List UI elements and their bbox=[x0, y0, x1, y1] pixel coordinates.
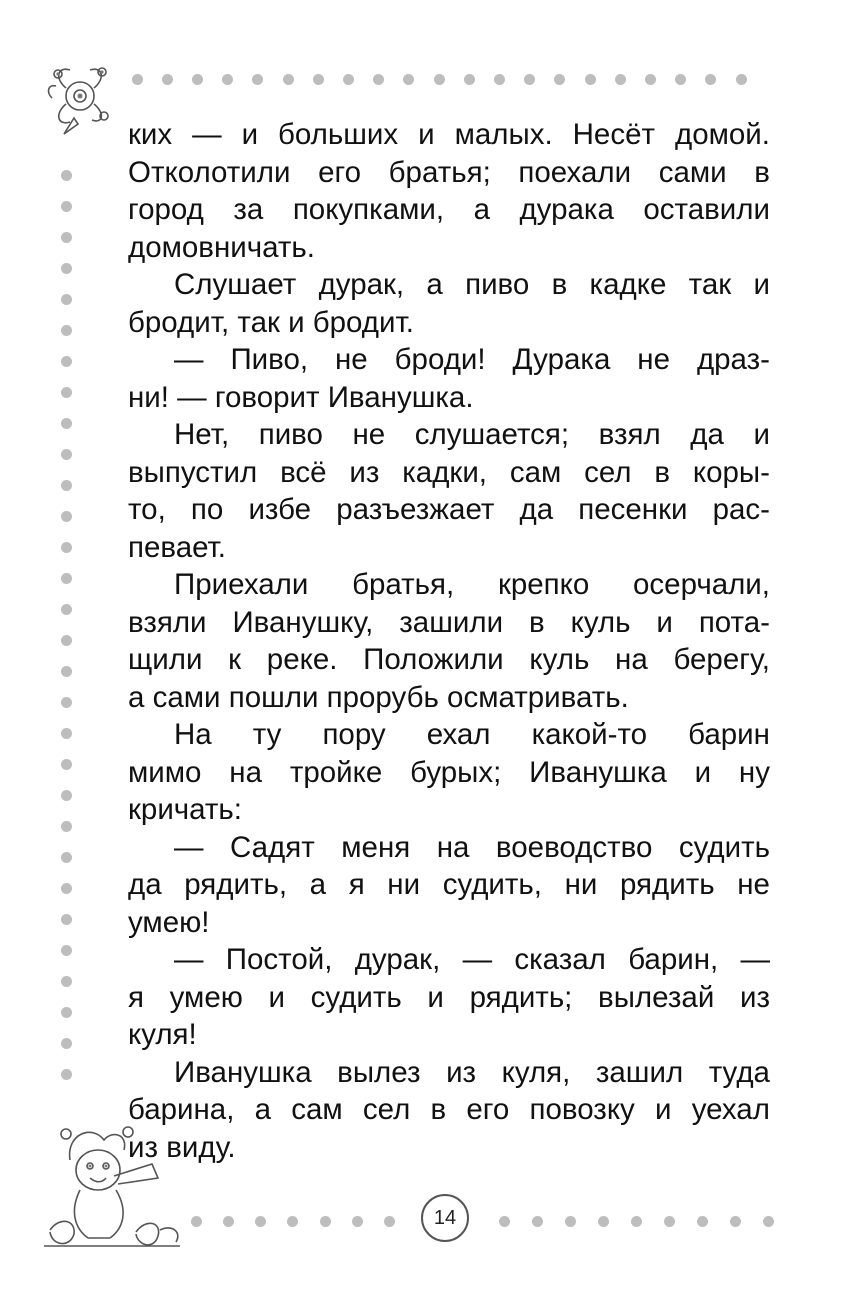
border-dot bbox=[61, 883, 72, 894]
border-dot bbox=[499, 1216, 510, 1227]
word: и bbox=[753, 268, 770, 301]
word: Дурака bbox=[512, 343, 611, 376]
border-dot bbox=[615, 74, 626, 85]
word: крепко bbox=[497, 568, 590, 601]
text-line bbox=[128, 866, 770, 904]
word: куль bbox=[529, 643, 590, 676]
word: ни bbox=[564, 868, 598, 901]
border-dot bbox=[61, 418, 72, 429]
word: Постой, bbox=[225, 943, 333, 976]
word: реке. bbox=[266, 643, 338, 676]
word: из bbox=[446, 1055, 477, 1089]
text-line bbox=[128, 641, 770, 679]
border-dot bbox=[705, 74, 716, 85]
word: барин bbox=[688, 718, 770, 751]
border-dot bbox=[730, 1216, 741, 1227]
border-dot bbox=[313, 74, 324, 85]
word: да bbox=[690, 418, 724, 451]
word: берегу, bbox=[673, 643, 770, 676]
word: ни bbox=[387, 868, 421, 901]
text-line: певает. bbox=[128, 530, 226, 564]
page-number: 14 bbox=[421, 1194, 469, 1242]
border-dot bbox=[132, 74, 143, 85]
border-dot bbox=[61, 604, 72, 615]
border-dot bbox=[61, 790, 72, 801]
border-dot bbox=[763, 1216, 774, 1227]
border-dot bbox=[61, 976, 72, 987]
word: и bbox=[655, 1093, 672, 1126]
word: кадки, bbox=[402, 455, 487, 489]
word: воеводство bbox=[495, 830, 653, 864]
word: братья; bbox=[388, 155, 491, 189]
border-dot bbox=[61, 232, 72, 243]
word: барин, bbox=[628, 943, 719, 976]
border-dot bbox=[464, 74, 475, 85]
border-dot bbox=[191, 1216, 202, 1227]
text-line bbox=[128, 716, 770, 754]
word: куль bbox=[570, 605, 631, 639]
word: ких bbox=[128, 118, 173, 151]
text-line: а сами пошли прорубь осматривать. bbox=[128, 680, 629, 714]
word: кадке bbox=[589, 268, 667, 301]
word: Отколотили bbox=[128, 155, 291, 189]
text-line: куля! bbox=[128, 1018, 197, 1051]
word: ту bbox=[252, 718, 282, 751]
border-dot bbox=[645, 74, 656, 85]
word: а bbox=[309, 868, 327, 901]
word: поехали bbox=[518, 155, 632, 189]
text-line bbox=[128, 566, 770, 604]
text-line bbox=[128, 454, 770, 492]
word: дурак, bbox=[354, 943, 441, 976]
word: — bbox=[174, 343, 204, 376]
text-line: бродит, так и бродит. bbox=[128, 305, 414, 339]
word: оставили bbox=[643, 193, 770, 226]
text-line bbox=[128, 191, 770, 229]
word: вылезай bbox=[598, 980, 715, 1014]
word: песенки bbox=[578, 493, 688, 526]
word: — bbox=[174, 830, 204, 864]
border-dot bbox=[61, 1069, 72, 1080]
word: а bbox=[254, 1093, 272, 1126]
word: Несёт bbox=[572, 118, 656, 151]
word: и bbox=[268, 980, 286, 1014]
word: то, bbox=[128, 493, 166, 526]
word: сказал bbox=[514, 943, 606, 976]
word: рядить, bbox=[184, 868, 288, 901]
border-dot bbox=[554, 74, 565, 85]
word: и bbox=[656, 605, 673, 639]
border-dot bbox=[631, 1216, 642, 1227]
border-dot bbox=[494, 74, 505, 85]
word: слушается; bbox=[414, 418, 570, 451]
word: Иванушка bbox=[174, 1055, 312, 1089]
word: сам bbox=[291, 1093, 343, 1126]
word: больших bbox=[278, 118, 399, 151]
word: бурых; bbox=[410, 755, 502, 789]
word: На bbox=[174, 718, 212, 751]
word: не bbox=[637, 343, 670, 376]
border-dot bbox=[585, 74, 596, 85]
border-dot bbox=[61, 294, 72, 305]
word: судить bbox=[678, 830, 770, 864]
word: драз- bbox=[696, 343, 770, 376]
border-dot bbox=[598, 1216, 609, 1227]
word: я bbox=[348, 868, 365, 901]
word: и bbox=[753, 418, 770, 451]
word: за bbox=[233, 193, 264, 226]
word: броди! bbox=[394, 343, 486, 376]
word: в bbox=[551, 268, 568, 301]
text-line bbox=[128, 1091, 770, 1129]
word: — bbox=[462, 943, 493, 976]
word: дурак, bbox=[318, 268, 405, 301]
word: — bbox=[740, 943, 770, 976]
word: по bbox=[190, 493, 224, 526]
word: мимо bbox=[128, 755, 202, 789]
word: да bbox=[128, 868, 162, 901]
border-dot bbox=[61, 635, 72, 646]
word: домой. bbox=[674, 118, 770, 151]
border-dot bbox=[736, 74, 747, 85]
word: Садят bbox=[230, 830, 315, 864]
word: ехал bbox=[426, 718, 491, 751]
word: рядить; bbox=[469, 980, 573, 1014]
border-dot bbox=[61, 759, 72, 770]
border-dot bbox=[343, 74, 354, 85]
word: осерчали, bbox=[633, 568, 770, 601]
word: и bbox=[694, 755, 712, 789]
word: какой-то bbox=[531, 718, 648, 751]
word: его bbox=[318, 155, 362, 189]
word: и bbox=[427, 980, 444, 1014]
word: пота- bbox=[698, 605, 770, 639]
word: пору bbox=[322, 718, 386, 751]
word: на bbox=[436, 830, 470, 864]
border-dot bbox=[61, 1038, 72, 1049]
word: его bbox=[466, 1093, 510, 1126]
word: — bbox=[174, 943, 204, 976]
border-dot bbox=[61, 170, 72, 181]
text-line bbox=[128, 266, 770, 304]
word: пиво bbox=[465, 268, 530, 301]
word: из bbox=[349, 455, 380, 489]
word: на bbox=[229, 755, 262, 789]
text-line bbox=[128, 116, 770, 154]
border-dot bbox=[61, 449, 72, 460]
border-dot bbox=[61, 325, 72, 336]
word: ну bbox=[738, 755, 770, 789]
text-line bbox=[128, 604, 770, 642]
word: коры- bbox=[692, 455, 770, 489]
word: — bbox=[192, 118, 222, 151]
border-dot bbox=[524, 74, 535, 85]
border-dot bbox=[384, 1216, 395, 1227]
word: меня bbox=[341, 830, 411, 864]
word: Иванушку, bbox=[232, 605, 374, 639]
border-dot bbox=[675, 74, 686, 85]
word: повозку bbox=[529, 1093, 635, 1126]
border-dot bbox=[61, 387, 72, 398]
border-dot bbox=[403, 74, 414, 85]
text-line bbox=[128, 754, 770, 792]
word: тройке bbox=[289, 755, 383, 789]
border-dot bbox=[61, 852, 72, 863]
word: в bbox=[528, 605, 545, 639]
text-line bbox=[128, 341, 770, 379]
border-dot bbox=[352, 1216, 363, 1227]
border-dot bbox=[61, 945, 72, 956]
word: и bbox=[418, 118, 435, 151]
border-dot bbox=[664, 1216, 675, 1227]
word: не bbox=[737, 868, 770, 901]
border-dot bbox=[434, 74, 445, 85]
word: в bbox=[654, 455, 670, 489]
word: туда bbox=[708, 1055, 770, 1089]
border-dot bbox=[61, 573, 72, 584]
word: а bbox=[473, 193, 490, 226]
word: Пиво, bbox=[230, 343, 309, 376]
word: зашил bbox=[595, 1055, 684, 1089]
word: а bbox=[426, 268, 443, 301]
word: всё bbox=[280, 455, 327, 489]
border-dot bbox=[223, 1216, 234, 1227]
text-line: кричать: bbox=[128, 793, 242, 826]
border-dot bbox=[61, 1007, 72, 1018]
border-dot bbox=[192, 74, 203, 85]
word: вылез bbox=[337, 1055, 421, 1089]
border-dot bbox=[61, 542, 72, 553]
word: Нет, bbox=[174, 418, 230, 451]
word: зашили bbox=[399, 605, 504, 639]
word: не bbox=[352, 418, 386, 451]
text-line: умею! bbox=[128, 905, 210, 939]
text-line bbox=[128, 154, 770, 192]
border-dot bbox=[61, 914, 72, 925]
word: барина, bbox=[128, 1093, 235, 1126]
text-line bbox=[128, 416, 770, 454]
word: не bbox=[335, 343, 368, 376]
word: взяли bbox=[128, 605, 207, 639]
word: сел bbox=[584, 455, 632, 489]
text-line: домовничать. bbox=[128, 230, 315, 264]
word: сам bbox=[509, 455, 562, 489]
word: малых. bbox=[454, 118, 553, 151]
text-line bbox=[128, 491, 770, 529]
text-line bbox=[128, 829, 770, 867]
text-line bbox=[128, 1054, 770, 1092]
word: судить bbox=[310, 980, 402, 1014]
border-dot bbox=[255, 1216, 266, 1227]
word: Иванушка bbox=[529, 755, 667, 789]
border-dot bbox=[61, 821, 72, 832]
border-dot bbox=[61, 697, 72, 708]
border-dot bbox=[565, 1216, 576, 1227]
border-dot bbox=[61, 263, 72, 274]
word: разъезжает bbox=[336, 493, 495, 526]
border-dot bbox=[252, 74, 263, 85]
word: уехал bbox=[691, 1093, 770, 1126]
word: к bbox=[228, 643, 242, 676]
border-dot bbox=[697, 1216, 708, 1227]
text-line: ни! — говорит Иванушка. bbox=[128, 380, 474, 414]
word: взял bbox=[598, 418, 661, 451]
word: Приехали bbox=[174, 568, 309, 601]
word: да bbox=[519, 493, 554, 526]
word: город bbox=[128, 193, 204, 226]
border-dot bbox=[320, 1216, 331, 1227]
word: выпустил bbox=[128, 455, 258, 489]
word: в bbox=[754, 155, 770, 189]
border-dot bbox=[287, 1216, 298, 1227]
word: так bbox=[688, 268, 732, 301]
border-dot bbox=[222, 74, 233, 85]
word: в bbox=[430, 1093, 447, 1126]
word: щили bbox=[128, 643, 203, 676]
word: пиво bbox=[258, 418, 323, 451]
border-dot bbox=[373, 74, 384, 85]
word: Положили bbox=[363, 643, 504, 676]
border-dot bbox=[61, 666, 72, 677]
word: дурака bbox=[519, 193, 614, 226]
border-dot bbox=[532, 1216, 543, 1227]
word: на bbox=[615, 643, 648, 676]
story-text bbox=[128, 116, 770, 1166]
word: рас- bbox=[712, 493, 770, 526]
text-line bbox=[128, 979, 770, 1017]
text-line bbox=[128, 941, 770, 979]
word: куля, bbox=[501, 1055, 571, 1089]
word: избе bbox=[248, 493, 312, 526]
word: сел bbox=[362, 1093, 411, 1126]
word: рядить bbox=[619, 868, 715, 901]
word: умею bbox=[169, 980, 243, 1014]
border-dot bbox=[61, 728, 72, 739]
word: судить, bbox=[442, 868, 542, 901]
word: покупками, bbox=[292, 193, 445, 226]
border-dot bbox=[283, 74, 294, 85]
word: Слушает bbox=[174, 268, 297, 301]
word: братья, bbox=[352, 568, 455, 601]
text-line: из виду. bbox=[128, 1130, 236, 1164]
word: из bbox=[739, 980, 770, 1014]
border-dot bbox=[61, 511, 72, 522]
border-dot bbox=[162, 74, 173, 85]
word: и bbox=[241, 118, 259, 151]
border-dot bbox=[61, 480, 72, 491]
border-dot bbox=[61, 356, 72, 367]
word: сами bbox=[658, 155, 727, 189]
word: я bbox=[128, 980, 144, 1014]
floral-ornament-icon bbox=[44, 58, 114, 138]
border-dot bbox=[61, 201, 72, 212]
